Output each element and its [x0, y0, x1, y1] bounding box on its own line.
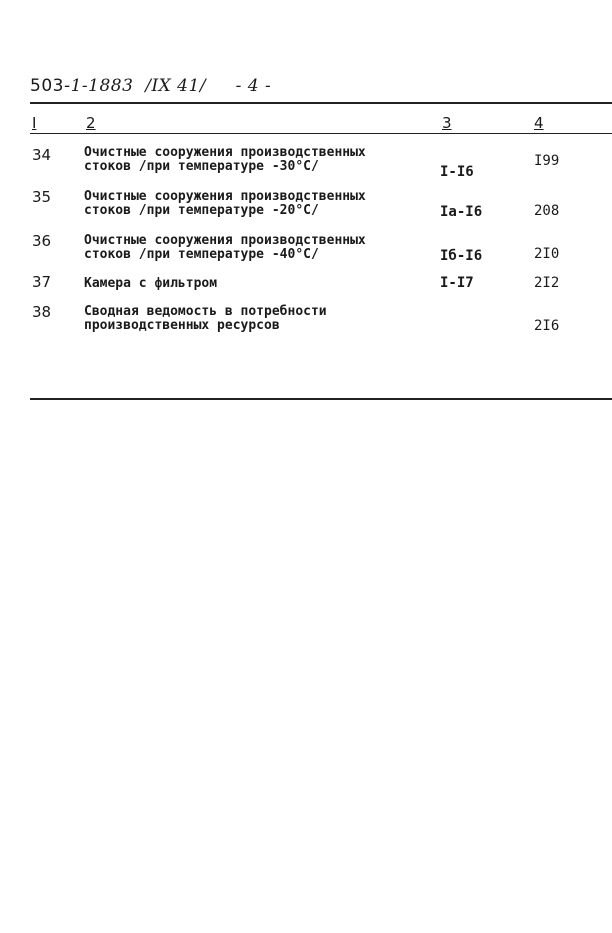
document-code-handwritten: 1-1883: [70, 76, 134, 96]
row-description: Камера с фильтром: [84, 276, 218, 291]
row-number: 38: [32, 303, 52, 321]
row-page: 2I2: [534, 275, 560, 291]
document-code-printed: 503-: [30, 76, 71, 96]
column-header-1: I: [32, 114, 37, 132]
column-header-rule: [30, 133, 612, 134]
row-sheet: Iб-I6: [440, 248, 483, 264]
column-header-3: 3: [442, 114, 452, 132]
table-bottom-rule: [30, 398, 612, 400]
header-rule: [30, 102, 612, 104]
row-number: 37: [32, 273, 52, 291]
document-header: [30, 76, 271, 96]
row-page: 2I6: [534, 318, 560, 334]
row-number: 36: [32, 232, 52, 250]
row-sheet: I-I7: [440, 275, 474, 291]
row-number: 35: [32, 188, 52, 206]
row-number: 34: [32, 146, 52, 164]
issue-number: /IX 41/: [145, 76, 207, 96]
row-description: Очистные сооружения производственных стоков /при температуре -40°С/: [84, 233, 366, 262]
row-page: 2I0: [534, 246, 560, 262]
row-page: 208: [534, 203, 560, 219]
column-header-2: 2: [86, 114, 96, 132]
row-sheet: Ia-I6: [440, 204, 483, 220]
row-description: Очистные сооружения производственных стоков /при температуре -20°С/: [84, 189, 366, 218]
row-sheet: I-I6: [440, 164, 474, 180]
page-marker: - 4 -: [235, 76, 272, 96]
row-page: I99: [534, 153, 560, 169]
column-header-4: 4: [534, 114, 544, 132]
row-description: Очистные сооружения производственных стоков /при температуре -30°С/: [84, 145, 366, 174]
row-description: Сводная ведомость в потребности производственных ресурсов: [84, 304, 327, 333]
